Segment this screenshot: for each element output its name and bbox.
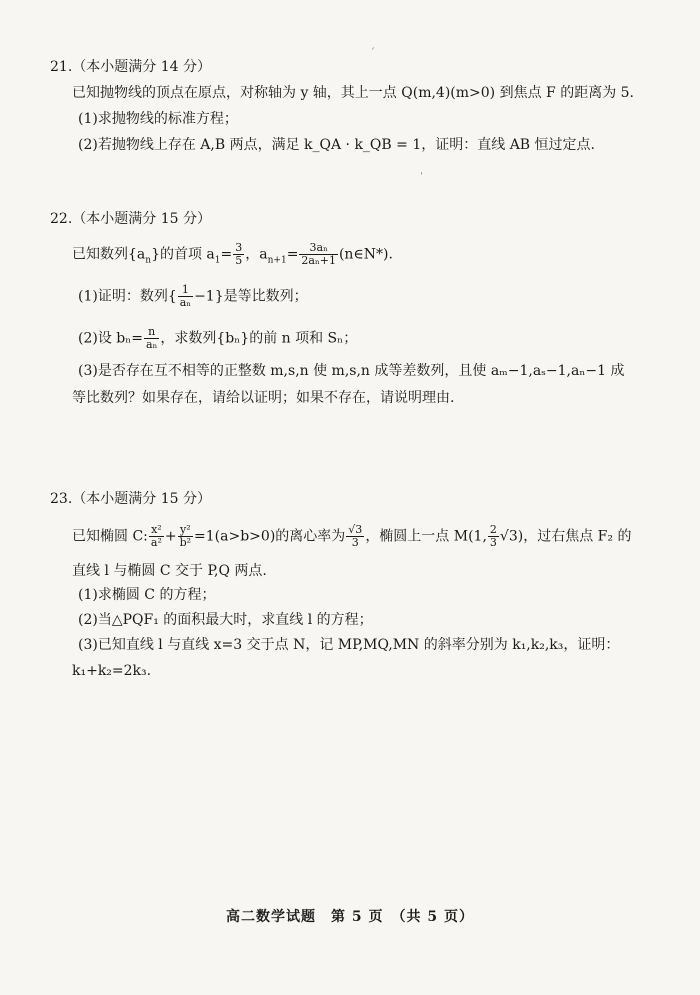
q22-part1: (1)证明：数列{ $\frac{1}{\text{aₙ}}$ −1}是等比数列； xyxy=(78,283,308,309)
q22-part2: (2)设 bₙ= $\frac{n}{\text{aₙ}}$ ，求数列{bₙ}的前 n 项和 Sₙ； xyxy=(78,325,358,351)
q22-header: 22.（本小题满分 15 分） xyxy=(50,211,211,227)
q21-header: 21.（本小题满分 14 分） xyxy=(50,59,211,75)
q23-part3-line1: (3)已知直线 l 与直线 x=3 交于点 N，记 MP,MQ,MN 的斜率分别为 k₁,k₂,k₃，证明： xyxy=(78,637,620,653)
q23-part2: (2)当△PQF₁ 的面积最大时，求直线 l 的方程； xyxy=(78,612,373,628)
q22-part3-line1: (3)是否存在互不相等的正整数 m,s,n 使 m,s,n 成等差数列，且使 aₘ−1,aₛ−1,aₙ−1 成 xyxy=(78,363,625,379)
q22-part3-line2: 等比数列？如果存在，请给以证明；如果不存在，请说明理由. xyxy=(72,390,455,406)
scan-speck: ˊ xyxy=(370,48,375,59)
q23-stem: 已知椭圆 C: $\frac{\text{x²}}{\text{a²}}$ + $\frac{\text{y²}}{\text{b²}}$ =1(a>b>0)的离心率为 $\frac{√3}{3}$ ，椭圆上一点 M(1, $\frac{2}{3}$ √3)，过右焦点 F₂ 的 xyxy=(72,523,632,549)
q21-part1: (1)求抛物线的标准方程； xyxy=(78,111,238,127)
page-footer: 高二数学试题 第 5 页 （共 5 页） xyxy=(226,909,474,925)
scan-speck: ˈ xyxy=(420,172,423,183)
q23-part1: (1)求椭圆 C 的方程； xyxy=(78,587,216,603)
q21-stem: 已知抛物线的顶点在原点，对称轴为 y 轴，其上一点 Q(m,4)(m>0) 到焦点 F 的距离为 5. xyxy=(72,85,635,101)
q22-stem: 已知数列$\{a_n\}$的首项 $a_1=$ $\frac{3}{5}$ ，$a_{n+1}=$ $\frac{\text{3aₙ}}{\text{2aₙ+1}}$ (n∈N*). xyxy=(72,241,393,267)
q23-header: 23.（本小题满分 15 分） xyxy=(50,491,211,507)
q23-part3-line2: k₁+k₂=2k₃. xyxy=(72,663,152,679)
q21-part2: (2)若抛物线上存在 A,B 两点，满足 k_QA · k_QB = 1，证明：直线 AB 恒过定点. xyxy=(78,137,595,153)
q23-stem-line2: 直线 l 与椭圆 C 交于 P,Q 两点. xyxy=(72,563,267,579)
